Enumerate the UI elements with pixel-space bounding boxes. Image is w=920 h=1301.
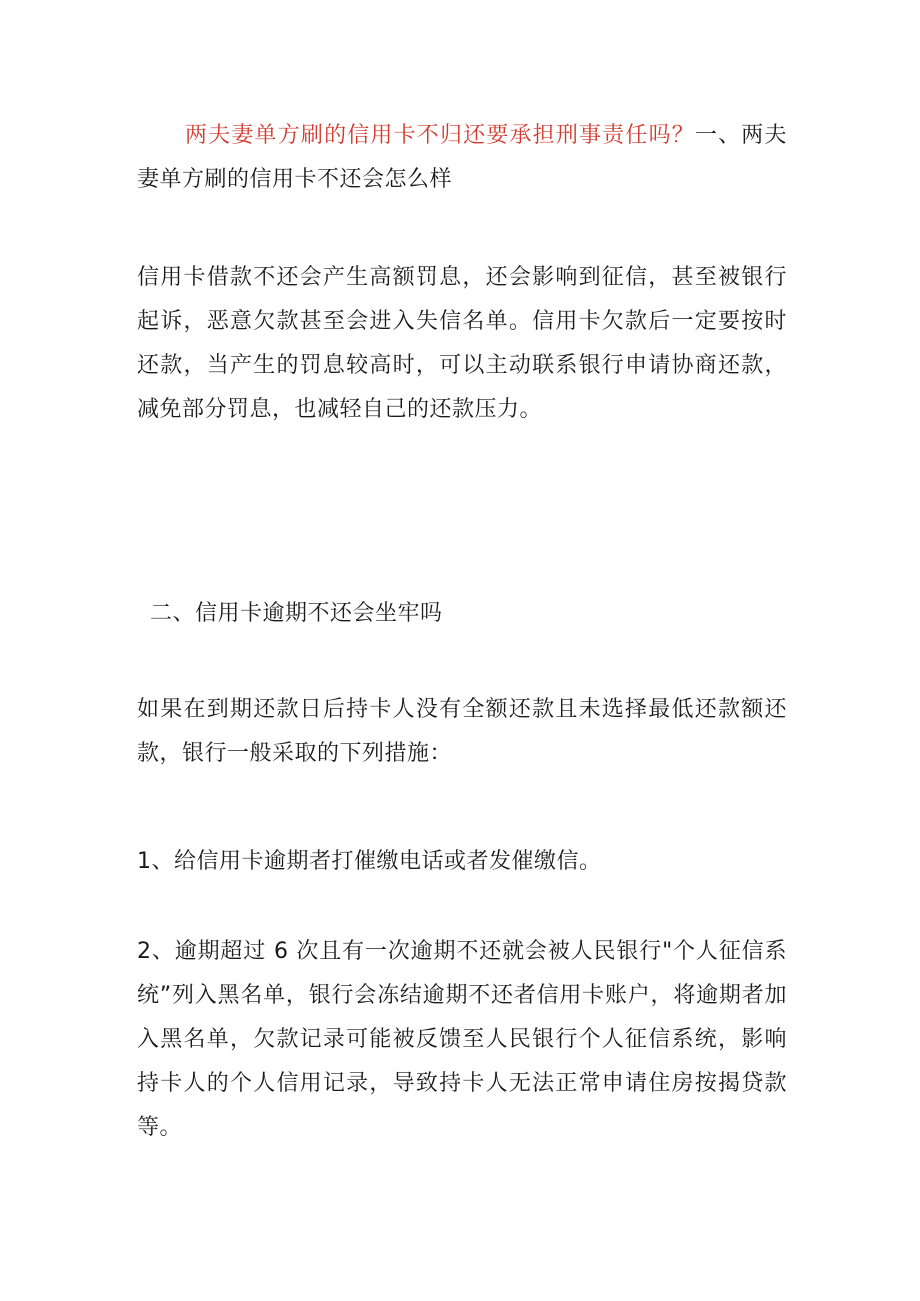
document-title bbox=[137, 114, 787, 202]
section-1-heading: 一、两夫妻单方刷的信用卡不还会怎么样 bbox=[137, 123, 787, 192]
title-question: 两夫妻单方刷的信用卡不归还要承担刑事责任吗？ bbox=[185, 123, 695, 148]
list-item-2: 2、逾期超过 6 次且有一次逾期不还就会被人民银行"个人征信系统”列入黑名单，银行会冻结逾期不还者信用卡账户，将逾期者加入黑名单，欠款记录可能被反馈至人民银行个人征信系统，影响持卡人的个人信用记录，导致持卡人无法正常申请住房按揭贷款等。 bbox=[137, 939, 787, 1140]
section-2-heading: 二、信用卡逾期不还会坐牢吗 bbox=[150, 601, 443, 626]
paragraph-credit-card-penalty: 信用卡借款不还会产生高额罚息，还会影响到征信，甚至被银行起诉，恶意欠款甚至会进入失信名单。信用卡欠款后一定要按时还款，当产生的罚息较高时，可以主动联系银行申请协商还款，减免部分罚息，也减轻自己的还款压力。 bbox=[137, 265, 787, 422]
paragraph-bank-measures: 如果在到期还款日后持卡人没有全额还款且未选择最低还款额还款，银行一般采取的下列措施： bbox=[137, 697, 787, 766]
list-item-1: 1、给信用卡逾期者打催缴电话或者发催缴信。 bbox=[137, 849, 602, 874]
